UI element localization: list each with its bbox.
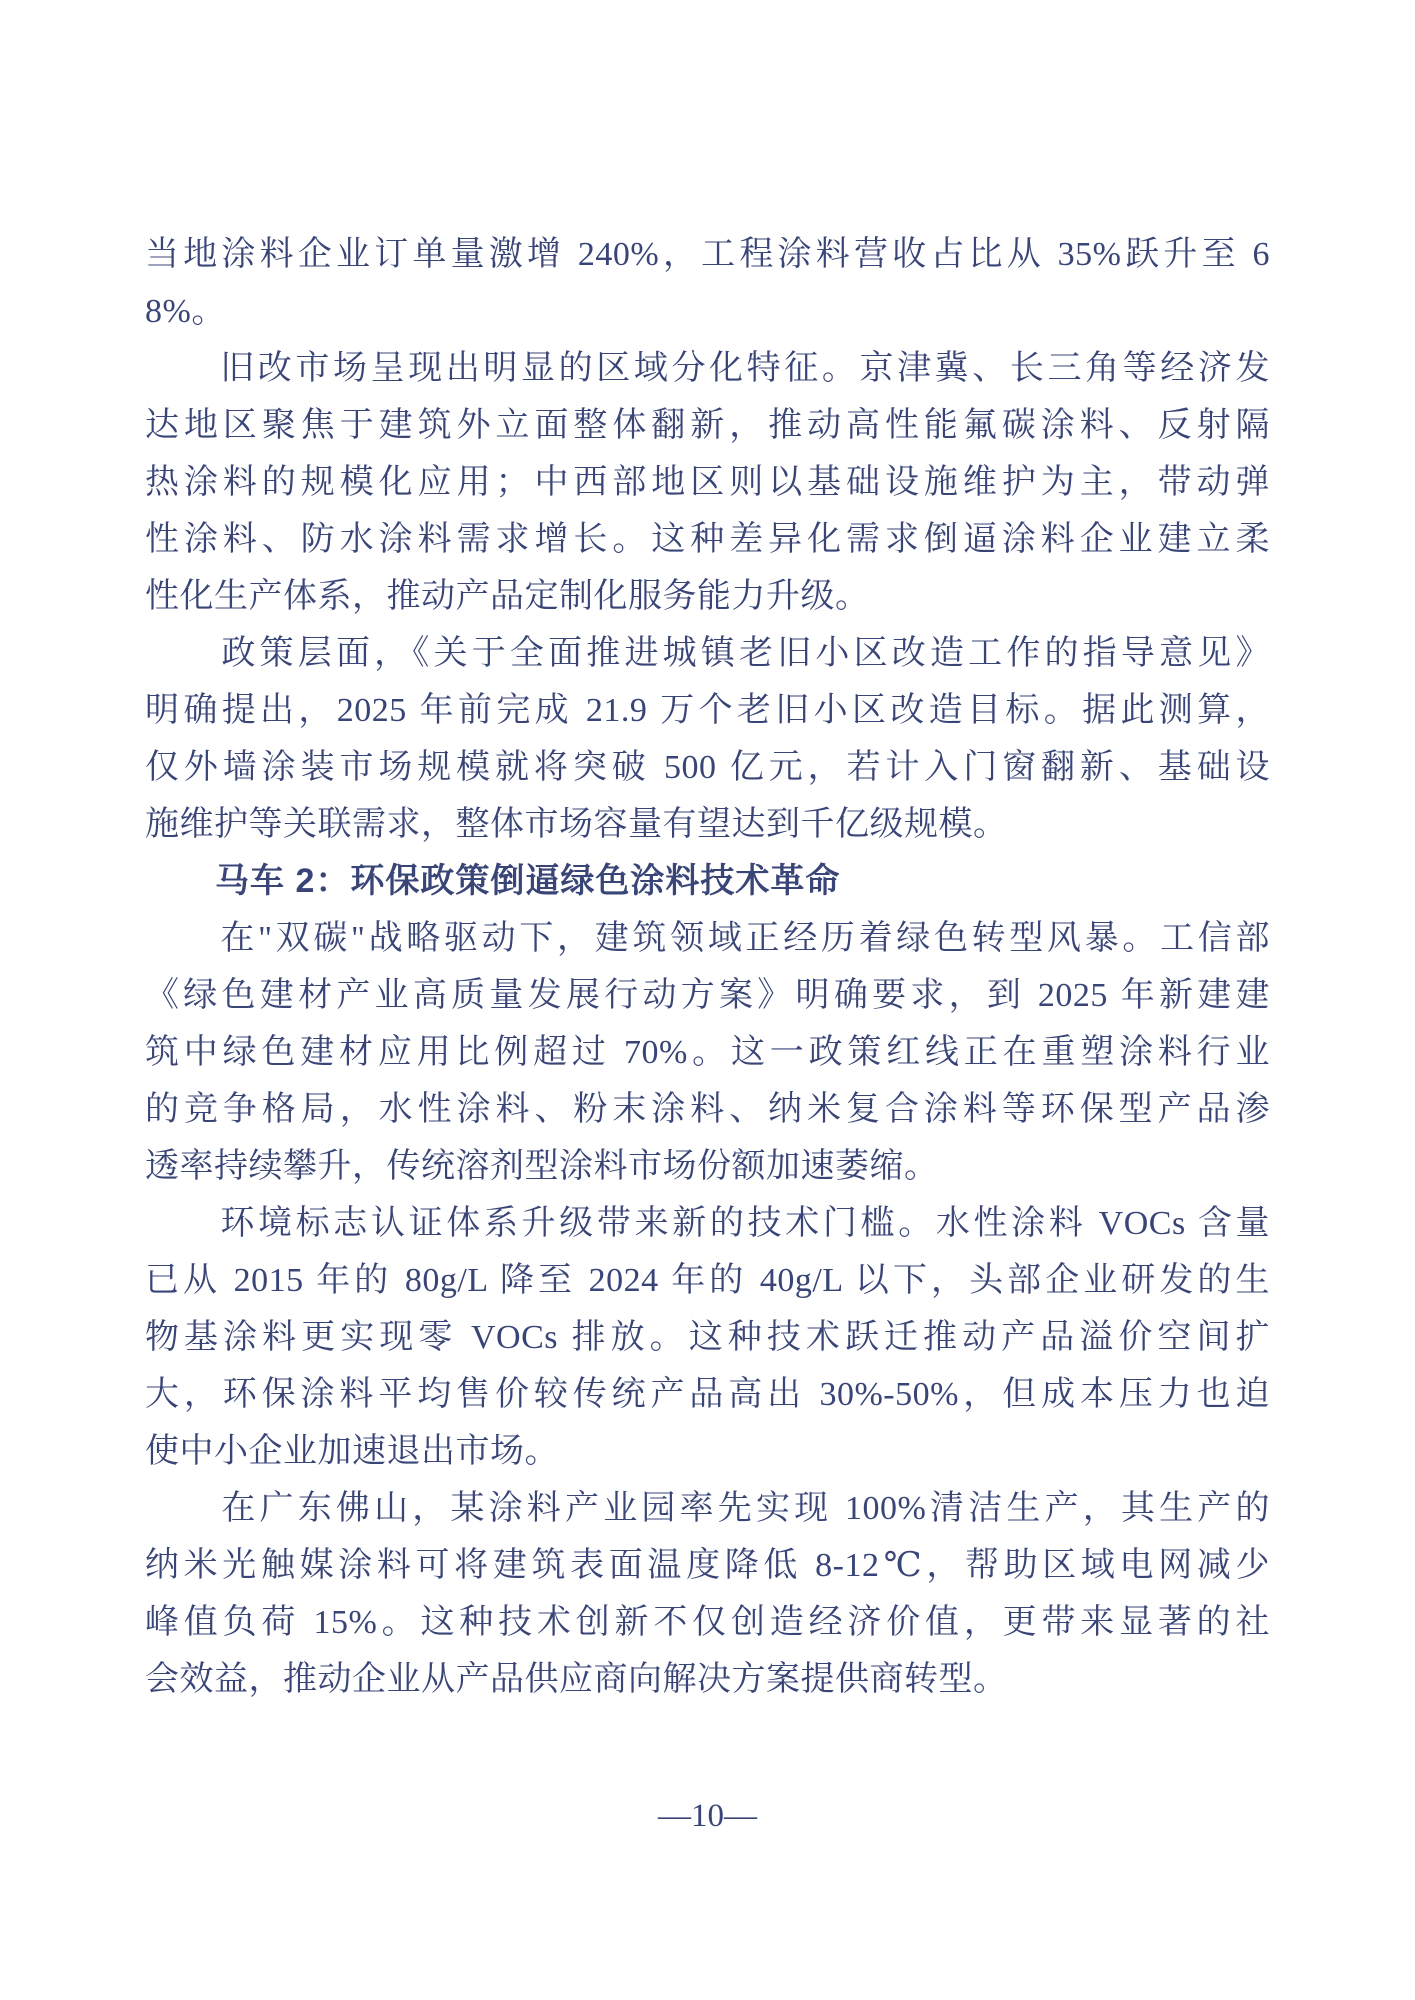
text-line: 性化生产体系，推动产品定制化服务能力升级。 bbox=[145, 578, 870, 615]
text-line: 环境标志认证体系升级带来新的技术门槛。水性涂料 VOCs 含量 bbox=[145, 1205, 1270, 1242]
para-regional-differentiation bbox=[145, 340, 1270, 625]
text-line: 大，环保涂料平均售价较传统产品高出 30%-50%，但成本压力也迫 bbox=[145, 1376, 1270, 1413]
text-line: 筑中绿色建材应用比例超过 70%。这一政策红线正在重塑涂料行业 bbox=[145, 1034, 1270, 1071]
heading-carriage-2 bbox=[145, 853, 1270, 910]
text-line: 性涂料、防水涂料需求增长。这种差异化需求倒逼涂料企业建立柔 bbox=[145, 521, 1270, 558]
para-environmental-certification bbox=[145, 1195, 1270, 1480]
text-line: 8%。 bbox=[145, 293, 226, 330]
text-line: 峰值负荷 15%。这种技术创新不仅创造经济价值，更带来显著的社 bbox=[145, 1604, 1270, 1641]
para-foshan-case bbox=[145, 1480, 1270, 1708]
para-policy-renovation-targets bbox=[145, 625, 1270, 853]
text-line: 已从 2015 年的 80g/L 降至 2024 年的 40g/L 以下，头部企业研发的生 bbox=[145, 1262, 1270, 1299]
text-line: 会效益，推动企业从产品供应商向解决方案提供商转型。 bbox=[145, 1661, 1008, 1698]
text-line: 纳米光触媒涂料可将建筑表面温度降低 8-12℃，帮助区域电网减少 bbox=[145, 1547, 1270, 1584]
text-line: 旧改市场呈现出明显的区域分化特征。京津冀、长三角等经济发 bbox=[145, 350, 1270, 387]
para-continuation-order-growth bbox=[145, 226, 1270, 340]
text-line: 透率持续攀升，传统溶剂型涂料市场份额加速萎缩。 bbox=[145, 1148, 939, 1185]
text-line: 在"双碳"战略驱动下，建筑领域正经历着绿色转型风暴。工信部 bbox=[145, 920, 1270, 957]
text-line: 政策层面，《关于全面推进城镇老旧小区改造工作的指导意见》 bbox=[145, 635, 1270, 672]
text-line: 明确提出，2025 年前完成 21.9 万个老旧小区改造目标。据此测算， bbox=[145, 692, 1270, 729]
text-line: 在广东佛山，某涂料产业园率先实现 100%清洁生产，其生产的 bbox=[145, 1490, 1270, 1527]
page-number: —10— bbox=[658, 1798, 757, 1834]
text-line: 仅外墙涂装市场规模就将突破 500 亿元，若计入门窗翻新、基础设 bbox=[145, 749, 1270, 786]
document-body bbox=[145, 226, 1270, 1708]
para-dual-carbon-green-transition bbox=[145, 910, 1270, 1195]
text-line: 使中小企业加速退出市场。 bbox=[145, 1433, 559, 1470]
text-line: 热涂料的规模化应用；中西部地区则以基础设施维护为主，带动弹 bbox=[145, 464, 1270, 501]
text-line: 马车 2：环保政策倒逼绿色涂料技术革命 bbox=[145, 862, 841, 900]
text-line: 物基涂料更实现零 VOCs 排放。这种技术跃迁推动产品溢价空间扩 bbox=[145, 1319, 1270, 1356]
text-line: 达地区聚焦于建筑外立面整体翻新，推动高性能氟碳涂料、反射隔 bbox=[145, 407, 1270, 444]
text-line: 的竞争格局，水性涂料、粉末涂料、纳米复合涂料等环保型产品渗 bbox=[145, 1091, 1270, 1128]
text-line: 《绿色建材产业高质量发展行动方案》明确要求，到 2025 年新建建 bbox=[145, 977, 1270, 1014]
text-line: 当地涂料企业订单量激增 240%，工程涂料营收占比从 35%跃升至 6 bbox=[145, 236, 1270, 273]
text-line: 施维护等关联需求，整体市场容量有望达到千亿级规模。 bbox=[145, 806, 1008, 843]
